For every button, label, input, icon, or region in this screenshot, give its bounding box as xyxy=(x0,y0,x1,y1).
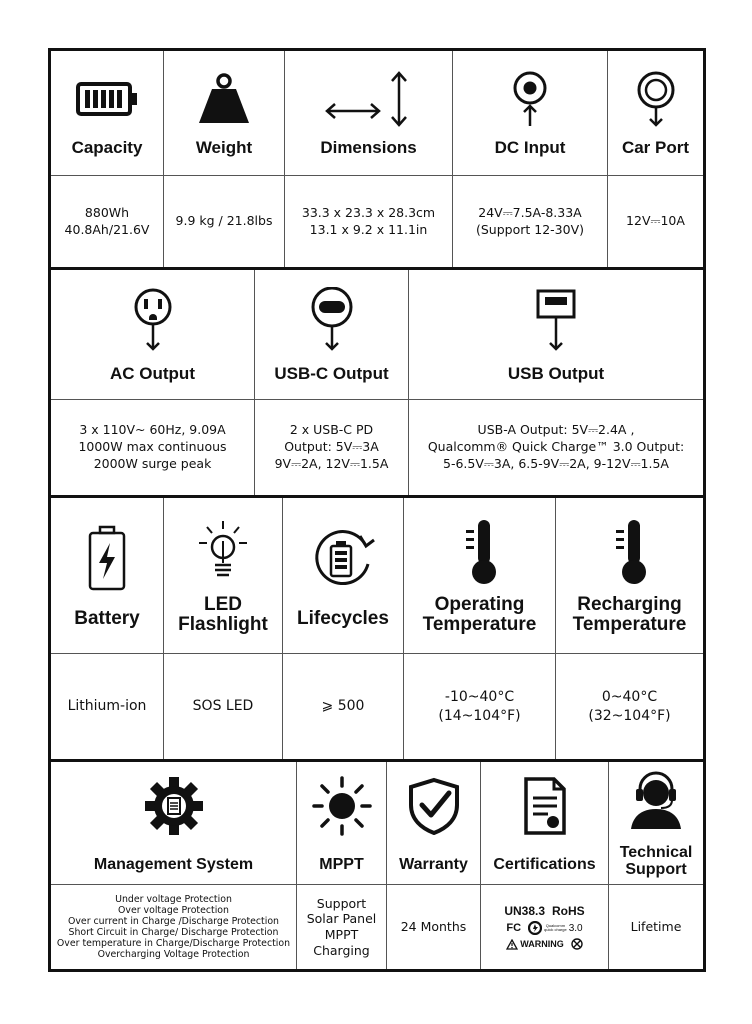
section-outputs xyxy=(51,270,703,495)
support-value: Lifetime xyxy=(630,918,682,934)
management-value: Under voltage Protection Over voltage Protection Over current in Charge /Discharge Protection Short Circuit in Charge/ Discharge Protection Over temperature in Charge/Discharge Protection Overcharging Voltage Protection xyxy=(51,885,297,969)
mppt-value: Support Solar Panel MPPT Charging xyxy=(297,885,387,969)
usb-output-value: USB-A Output: 5V⎓2.4A , Qualcomm® Quick Charge™ 3.0 Output: 5-6.5V⎓3A, 6.5-9V⎓2A, 9-12V⎓1.5A xyxy=(427,422,685,471)
weight-icon xyxy=(197,69,251,129)
mppt-header xyxy=(297,762,387,885)
mppt-label: MPPT xyxy=(319,855,364,873)
lightbulb-icon xyxy=(193,517,253,587)
usb-c-port-icon xyxy=(308,287,356,353)
usb-a-port-icon xyxy=(536,287,576,353)
battery-charging-icon xyxy=(87,523,127,593)
cert-marks-row3 xyxy=(506,938,583,950)
car-port-icon xyxy=(634,69,678,129)
recharging-temp-header xyxy=(556,498,703,654)
section-battery-specs xyxy=(51,498,703,759)
capacity-header xyxy=(51,51,164,176)
certifications-value xyxy=(481,885,609,969)
car-port-label: Car Port xyxy=(621,138,690,158)
section-system-specs xyxy=(51,762,703,969)
led-label-line2: Flashlight xyxy=(178,613,268,635)
dc-input-value: 24V⎓7.5A-8.33A (Support 12-30V) xyxy=(453,176,608,267)
car-port-header xyxy=(608,51,703,176)
no-symbol-icon xyxy=(571,938,583,950)
dimensions-header xyxy=(285,51,453,176)
usbc-output-header xyxy=(255,270,409,400)
sun-icon xyxy=(311,773,373,839)
operating-temp-value: -10~40°C (14~104°F) xyxy=(404,654,556,759)
support-header xyxy=(609,762,703,885)
capacity-value: 880Wh 40.8Ah/21.6V xyxy=(51,176,164,267)
battery-label: Battery xyxy=(74,607,140,629)
weight-header xyxy=(164,51,285,176)
dc-input-header xyxy=(453,51,608,176)
weight-value: 9.9 kg / 21.8lbs xyxy=(164,176,285,267)
led-label-line1: LED xyxy=(204,593,242,615)
gear-document-icon xyxy=(143,773,205,839)
warranty-header xyxy=(387,762,481,885)
battery-value: Lithium-ion xyxy=(51,654,164,759)
rohs-mark: RoHS xyxy=(552,904,585,918)
recharging-label-line1: Recharging xyxy=(577,593,682,615)
dc-input-label: DC Input xyxy=(494,138,566,158)
support-label-line1: Technical xyxy=(619,844,693,862)
dimensions-value: 33.3 x 23.3 x 28.3cm 13.1 x 9.2 x 11.1in xyxy=(285,176,453,267)
management-label: Management System xyxy=(93,855,254,873)
dc-input-port-icon xyxy=(510,69,550,129)
quick-charge-logo: Qualcomm quick charge 3.0 xyxy=(528,921,583,935)
usbc-output-value: 2 x USB-C PD Output: 5V⎓3A 9V⎓2A, 12V⎓1.5A xyxy=(255,400,409,495)
recharging-label-line2: Temperature xyxy=(572,613,687,635)
cert-marks-row1 xyxy=(504,904,584,918)
dimensions-arrows-icon xyxy=(321,69,417,129)
warning-triangle-icon xyxy=(506,939,518,950)
headset-support-icon xyxy=(629,767,683,833)
warranty-label: Warranty xyxy=(399,855,468,873)
spec-sheet xyxy=(48,48,706,972)
section-basic-specs xyxy=(51,51,703,267)
operating-label-line1: Operating xyxy=(434,593,525,615)
thermometer-icon xyxy=(610,517,650,587)
certifications-header xyxy=(481,762,609,885)
usb-output-header xyxy=(409,270,703,400)
ac-output-header xyxy=(51,270,255,400)
ac-output-value: 3 x 110V~ 60Hz, 9.09A 1000W max continuous 2000W surge peak xyxy=(51,400,255,495)
lifecycles-value: ⩾ 500 xyxy=(283,654,404,759)
certifications-label: Certifications xyxy=(493,855,596,873)
battery-header xyxy=(51,498,164,654)
lifecycles-label: Lifecycles xyxy=(297,607,389,629)
fcc-mark: FC xyxy=(506,922,522,934)
ac-outlet-icon xyxy=(131,287,175,353)
usbc-output-label: USB-C Output xyxy=(274,363,389,383)
usb-output-label: USB Output xyxy=(507,363,605,383)
warranty-value: 24 Months xyxy=(387,885,481,969)
cert-marks-row2 xyxy=(506,921,582,935)
certificate-icon xyxy=(520,773,570,839)
un38-3-mark: UN38.3 xyxy=(504,904,545,918)
support-label-line2: Support xyxy=(625,861,687,878)
battery-capacity-icon xyxy=(76,69,138,129)
operating-temp-header xyxy=(404,498,556,654)
battery-cycle-icon xyxy=(308,523,378,593)
capacity-label: Capacity xyxy=(71,138,143,158)
thermometer-icon xyxy=(460,517,500,587)
led-value: SOS LED xyxy=(164,654,283,759)
recharging-temp-value: 0~40°C (32~104°F) xyxy=(588,688,671,724)
quick-charge-icon xyxy=(528,921,542,935)
dimensions-label: Dimensions xyxy=(320,138,417,158)
operating-label-line2: Temperature xyxy=(422,613,537,635)
weight-label: Weight xyxy=(195,138,253,158)
led-header xyxy=(164,498,283,654)
management-header xyxy=(51,762,297,885)
lifecycles-header xyxy=(283,498,404,654)
warning-mark: WARNING xyxy=(520,939,564,949)
car-port-value: 12V⎓10A xyxy=(626,213,685,229)
shield-check-icon xyxy=(407,773,461,839)
ac-output-label: AC Output xyxy=(110,363,195,383)
